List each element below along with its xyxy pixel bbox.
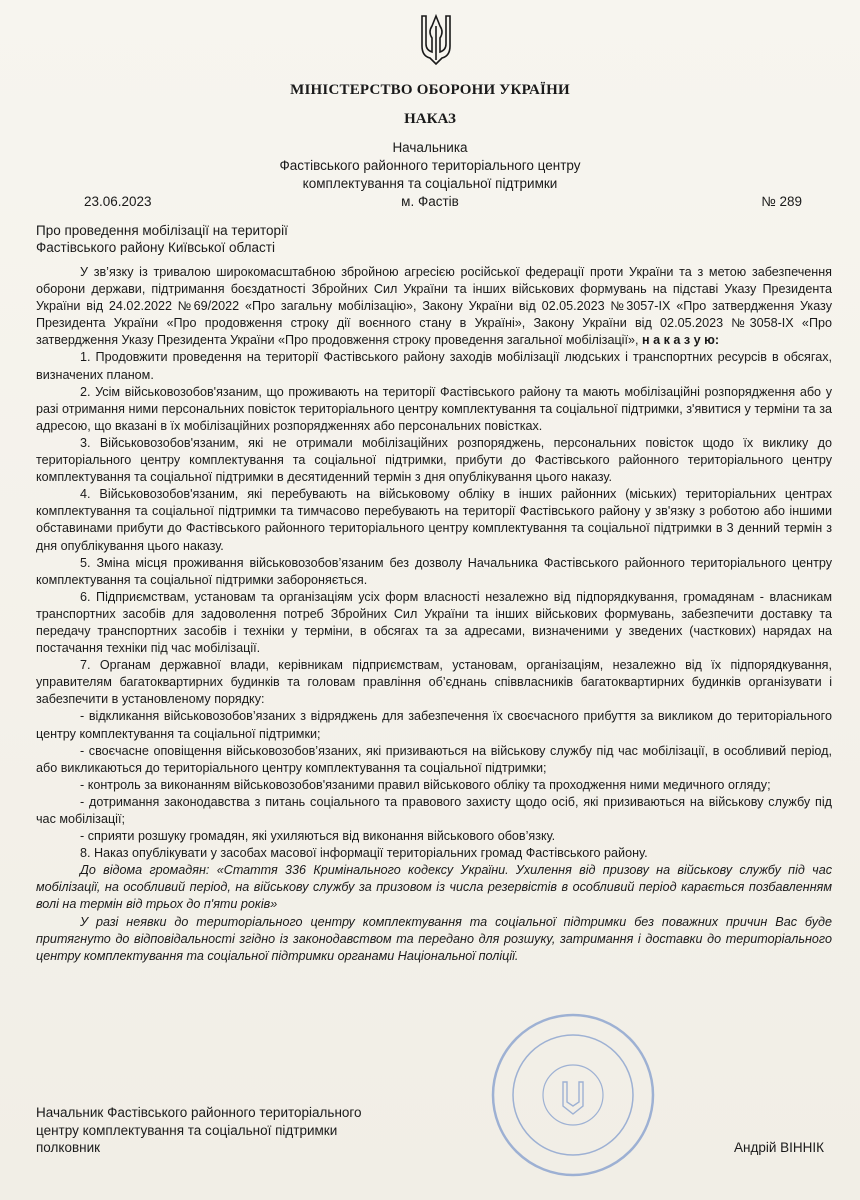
bullet-item: - своєчасне оповіщення військовозобов’язаних, які призиваються на військову службу під час мобілізації, в особливий період, або викликаються до територіального центру комплектування та соціальної підтримки; bbox=[36, 743, 832, 775]
document-date: 23.06.2023 bbox=[84, 194, 152, 209]
issuer-line: Начальника bbox=[392, 140, 468, 155]
order-item-7: 7. Органам державної влади, керівникам підприємствам, установам, організаціям, незалежно від їх підпорядкування, управителям багатоквартирних будинків та головам правління об’єднань співвласників багатоквартирних будинків організувати і забезпечити в установленому порядку: bbox=[36, 658, 832, 707]
bullet-item: - дотримання законодавства з питань соціального та правового захисту щодо осіб, які призиваються на військову службу під час мобілізації; bbox=[36, 794, 832, 826]
preamble-text: У зв’язку із тривалою широкомасштабною збройною агресією російської федерації проти України та з метою забезпечення оборони держави, підтримання боєздатності Збройних Сил України та інших військових формувань на підставі Указу Президента України від 24.02.2022 №69/2022 «Про загальну мобілізацію», Закону України від 02.05.2023 №3057-ІХ «Про затвердження Указу Президента України «Про продовження строку дії воєнного стану в Україні», Закону України від 02.05.2023 №3058-ІХ «Про затвердження Указу Президента України «Про продовження строку проведення загальної мобілізації», bbox=[36, 265, 832, 348]
criminal-code-note: До відома громадян: «Стаття 336 Кримінального кодексу України. Ухилення від призову на військову службу під час мобілізації, на особливий період, на військову службу за призовом із числа резервістів в особливий період карається позбавленням волі на термін від трьох до п'яти років» bbox=[36, 863, 832, 912]
bullet-item: - відкликання військовозобов’язаних з відряджень для забезпечення їх своєчасного прибуття за викликом до територіального центру комплектування та соціальної підтримки; bbox=[36, 709, 832, 741]
liability-warning: У разі неявки до територіального центру комплектування та соціальної підтримки без поважних причин Вас буде притягнуто до відповідальності згідно із законодавством та передано для розшуку, затримання і доставки до територіального центру комплектування та соціальної підтримки органами Національної поліції. bbox=[36, 914, 832, 963]
signature-block bbox=[36, 1104, 362, 1157]
signer-rank: полковник bbox=[36, 1140, 101, 1155]
order-word: н а к а з у ю: bbox=[638, 333, 720, 348]
document-subject bbox=[36, 222, 288, 256]
signer-position: центру комплектування та соціальної підтримки bbox=[36, 1122, 338, 1138]
document-type: НАКАЗ bbox=[404, 111, 456, 127]
city: м. Фастів bbox=[401, 194, 459, 209]
order-item-3: 3. Військовозобов'язаним, які не отримали мобілізаційних розпоряджень, персональних повісток щодо їх виклику до територіального центру комплектування та соціальної підтримки, прибути до Фастівського районного територіального центру комплектування та соціальної підтримки в десятиденний термін з дня опублікування цього наказу. bbox=[36, 435, 832, 485]
order-item-2: 2. Усім військовозобов'язаним, що проживають на території Фастівського району та мають мобілізаційні розпорядження або у разі отримання ними персональних повісток територіального центру комплектування та соціальної підтримки, з'явитися у терміни та за адресою, що вказані в їх мобілізаційних розпорядженнях або персональних повістках. bbox=[36, 384, 832, 433]
order-item-1: 1. Продовжити проведення на території Фастівського району заходів мобілізації людських і транспортних ресурсів в обсягах, визначених планом. bbox=[36, 350, 832, 382]
order-item-5: 5. Зміна місця проживання військовозобов’язаним без дозволу Начальника Фастівського районного територіального центру комплектування та соціальної підтримки забороняється. bbox=[36, 555, 832, 587]
document-number: № 289 bbox=[761, 194, 802, 209]
document-body bbox=[36, 264, 832, 965]
signer-position: Начальник Фастівського районного територіального bbox=[36, 1105, 362, 1120]
subject-line: Про проведення мобілізації на території bbox=[36, 223, 288, 238]
official-stamp-icon bbox=[488, 1010, 658, 1180]
preamble-paragraph bbox=[36, 264, 832, 349]
issuer-line: комплектування та соціальної підтримки bbox=[302, 176, 558, 191]
order-item-4: 4. Військовозобов'язаним, які перебувають на військовому обліку в інших районних (міських) територіальних центрах комплектування та соціальної підтримки та тимчасово перебувають на території Фастівського району у зв'язку з роботою або іншими обставинами прибути до Фастівського районного територіального центру комплектування та соціальної підтримки в 3 денний термін з дня опублікування цього наказу. bbox=[36, 487, 832, 553]
bullet-item: - контроль за виконанням військовозобов'язаними правил військового обліку та проходження ними медичного огляду; bbox=[80, 777, 771, 792]
issuer-line: Фастівського районного територіального центру bbox=[279, 158, 581, 173]
bullet-item: - сприяти розшуку громадян, які ухиляються від виконання військового обов’язку. bbox=[80, 829, 556, 844]
subject-line: Фастівського району Київської області bbox=[36, 240, 275, 255]
trident-emblem-icon bbox=[418, 12, 454, 66]
signer-name: Андрій ВІННІК bbox=[733, 1140, 824, 1155]
ministry-title: МІНІСТЕРСТВО ОБОРОНИ УКРАЇНИ bbox=[290, 82, 570, 98]
order-item-8: 8. Наказ опублікувати у засобах масової інформації територіальних громад Фастівського району. bbox=[80, 846, 648, 861]
order-item-6: 6. Підприємствам, установам та організаціям усіх форм власності незалежно від підпорядкування, громадянам - власникам транспортних засобів для задоволення потреб Збройних Сил України та інших військових формувань, забезпечити доставку та передачу транспортних засобів і техніки у терміни, в обсягах та за адресами, визначеними у зведених (часткових) нарядах на постачання техніки під час мобілізації. bbox=[36, 589, 832, 656]
